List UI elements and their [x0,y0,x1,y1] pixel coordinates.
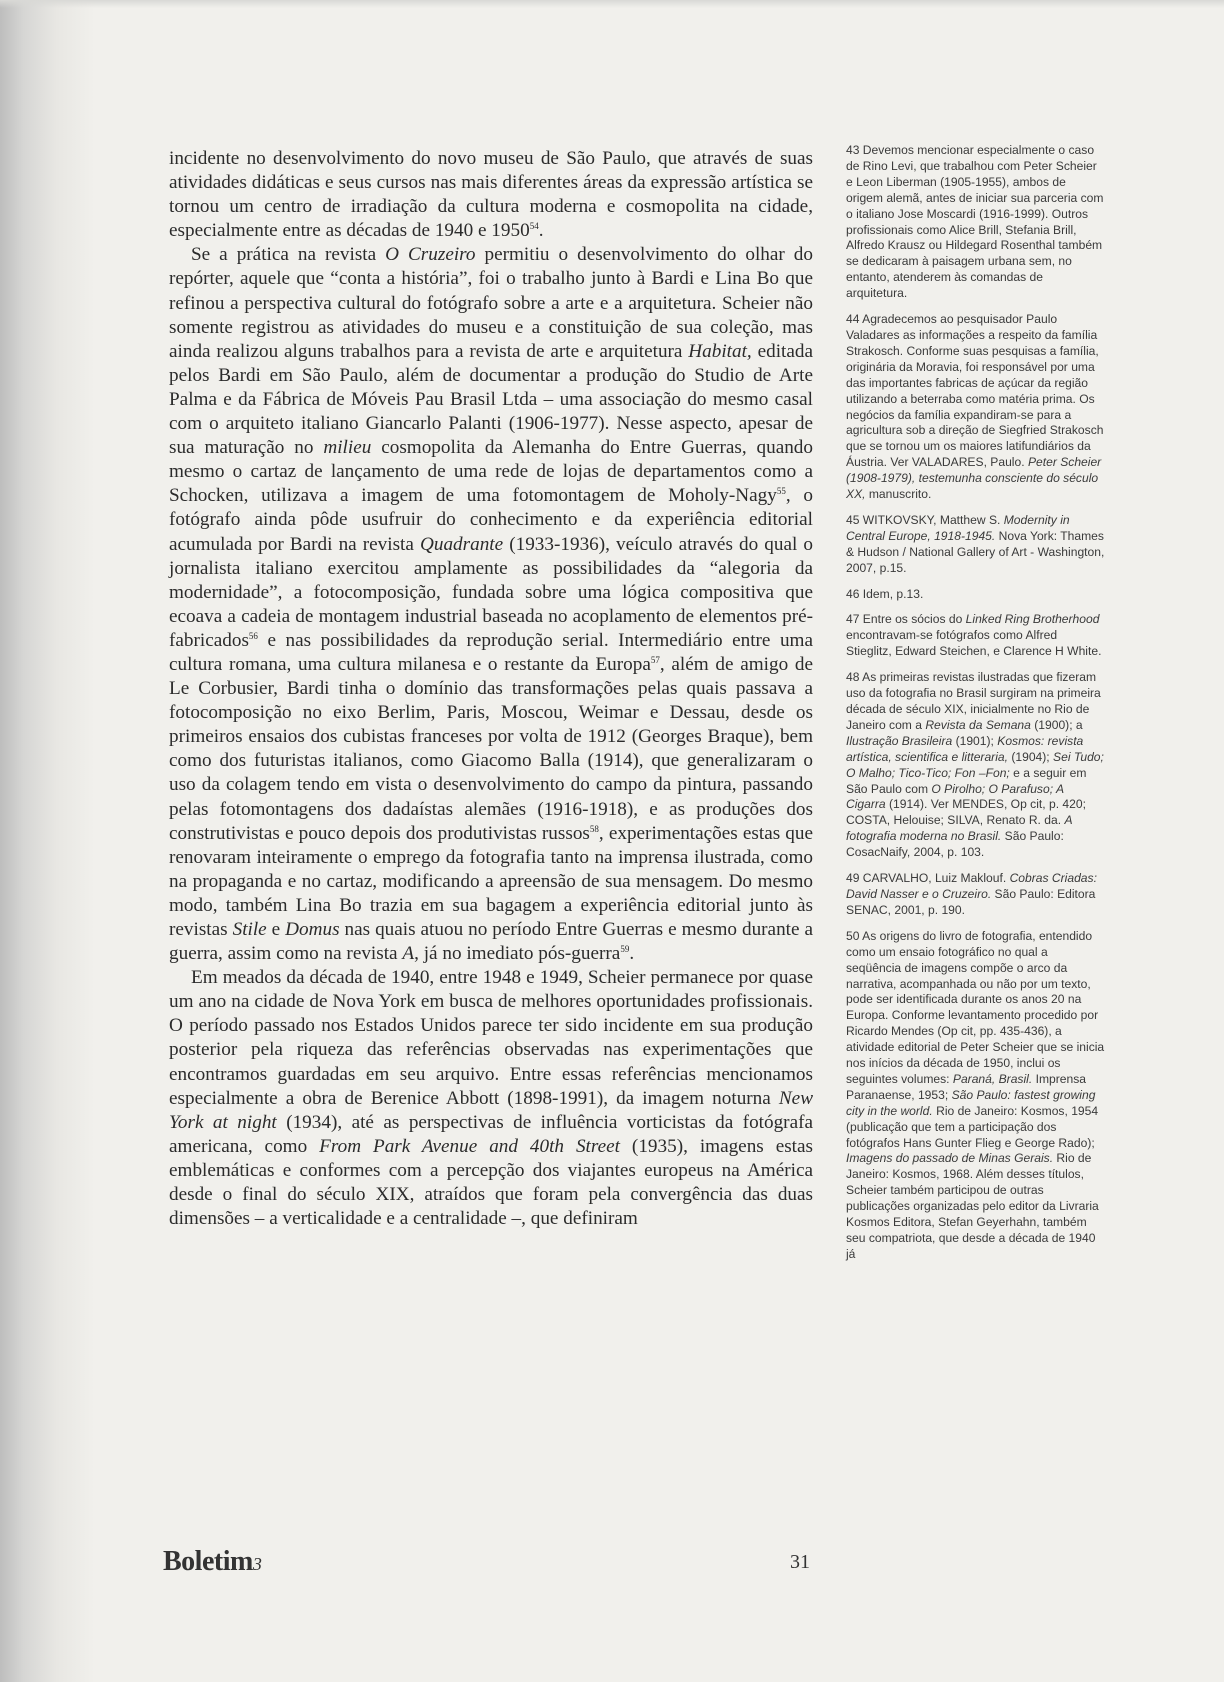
page-gutter-shadow [0,0,95,1682]
footnote-50: 50 As origens do livro de fotografia, entendido como um ensaio fotográfico no qual a seqüência de imagens compõe o arco da narrativa, acompanhada ou não por um texto, pode ser identificada durante os anos 20 na Europa. Conforme levantamento procedido por Ricardo Mendes (Op cit, pp. 435-436), a atividade editorial de Peter Scheier que se inicia nos inícios da década de 1950, inclui os seguintes volumes: Paraná, Brasil. Imprensa Paranaense, 1953; São Paulo: fastest growing city in the world. Rio de Janeiro: Kosmos, 1954 (publicação que tem a participação dos fotógrafos Hans Gunter Flieg e George Rado); Imagens do passado de Minas Gerais. Rio de Janeiro: Kosmos, 1968. Além desses títulos, Scheier também participou de outras publicações organizadas pelo editor da Livraria Kosmos Editora, Stefan Geyerhahn, também seu compatriota, que desde a década de 1940 já [846,928,1105,1261]
paragraph-2: Se a prática na revista O Cruzeiro permitiu o desenvolvimento do olhar do repórter, aquele que “conta a história”, foi o trabalho junto à Bardi e Lina Bo que refinou a perspectiva cultural do fotógrafo sobre a arte e a arquitetura. Scheier não somente registrou as atividades do museu e a constituição de sua coleção, mas ainda realizou alguns trabalhos para a revista de arte e arquitetura Habitat, editada pelos Bardi em São Paulo, além de documentar a produção do Studio de Arte Palma e da Fábrica de Móveis Pau Brasil Ltda – uma associação do mesmo casal com o arquiteto italiano Giancarlo Palanti (1906-1977). Nesse aspecto, apesar de sua maturação no milieu cosmopolita da Alemanha do Entre Guerras, quando mesmo o cartaz de lançamento de uma rede de lojas de departamentos como a Schocken, utilizava a imagem de uma fotomontagem de Moholy-Nagy$^{55}$, o fotógrafo ainda pôde usufruir do conhecimento e da experiência editorial acumulada por Bardi na revista Quadrante (1933-1936), veículo através do qual o jornalista italiano exercitou amplamente as possibilidades da “alegoria da modernidade”, a fotocomposição, fundada sobre uma lógica compositiva que ecoava a cadeia de montagem industrial baseada no acoplamento de elementos pré-fabricados$^{56}$ e nas possibilidades da reprodução serial. Intermediário entre uma cultura romana, uma cultura milanesa e o restante da Europa$^{57}$, além de amigo de Le Corbusier, Bardi tinha o domínio das transformações pelas quais passava a fotocomposição no eixo Berlim, Paris, Moscou, Weimar e Dessau, desde os primeiros ensaios dos cubistas franceses por volta de 1912 (Georges Braque), bem como dos futuristas italianos, como Giacomo Balla (1914), que generalizaram o uso da colagem tendo em vista o desenvolvimento do campo da pintura, passando pelas fotomontagens dos dadaístas alemães (1916-1918), e as produções dos construtivistas e pouco depois dos produtivistas russos$^{58}$, experimentações estas que renovaram inteiramente o emprego da fotografia tanto na imprensa ilustrada, como na propaganda e no cartaz, modificando a apreensão de sua mensagem. Do mesmo modo, também Lina Bo trazia em sua bagagem a experiência editorial junto às revistas Stile e Domus nas quais atuou no período Entre Guerras e mesmo durante a guerra, assim como na revista A, já no imediato pós-guerra$^{59}$. [169,244,814,965]
title-domus: Domus [285,919,340,940]
title-habitat: Habitat, [688,340,752,362]
footnote-44: 44 Agradecemos ao pesquisador Paulo Valadares as informações a respeito da família Strakosch. Conforme suas pesquisas a família, originária da Moravia, foi responsável por uma das importantes fabricas de açúcar da região utilizando a beterraba como matéria prima. Os negócios da família expandiram-se para a agricultura sob a direção de Siegfried Strakosch que se tornou um os maiores latifundiários da Áustria. Ver VALADARES, Paulo. Peter Scheier (1908-1979), testemunha consciente do século XX, manuscrito. [846,312,1104,502]
footnote-43: 43 Devemos mencionar especialmente o caso de Rino Levi, que trabalhou com Peter Scheier e Leon Liberman (1905-1955), ambos de origem alemã, antes de iniciar sua parceria com o italiano Jose Moscardi (1916-1999). Outros profissionais como Alice Brill, Stefania Brill, Alfredo Krausz ou Hildegard Rosenthal também se dedicaram à paisagem urbana sem, no entanto, atenderem às comandas de arquitetura. [846,143,1104,301]
title-quadrante: Quadrante [420,533,504,555]
title-a: A [402,943,415,965]
issue-number: 3 [252,1554,262,1574]
footnote-48: 48 As primeiras revistas ilustradas que fizeram uso da fotografia no Brasil surgiram na primeira década de século XIX, inicialmente no Rio de Janeiro com a Revista da Semana (1900); a Ilustração Brasileira (1901); Kosmos: revista artística, scientifica e litteraria, (1904); Sei Tudo; O Malho; Tico-Tico; Fon –Fon; e a seguir em São Paulo com O Pirolho; O Parafuso; A Cigarra (1914). Ver MENDES, Op cit, p. 420; COSTA, Helouise; SILVA, Renato R. da. A fotografia moderna no Brasil. São Paulo: CosacNaify, 2004, p. 103. [846,670,1104,860]
paragraph-1: incidente no desenvolvimento do novo museu de São Paulo, que através de suas atividades didáticas e seus cursos nas mais diferentes áreas da expressão artística se tornou um centro de irradiação da cultura moderna e cosmopolita na cidade, especialmente entre as décadas de 1940 e 1950$^{54}$. [169,148,813,242]
publication-brand: Boletim3 [163,1546,262,1577]
footnote-49: 49 CARVALHO, Luiz Maklouf. Cobras Criadas: David Nasser e o Cruzeiro. São Paulo: Editora SENAC, 2001, p. 190. [846,871,1097,917]
page-number: 31 [790,1551,810,1573]
title-o-cruzeiro: O Cruzeiro [385,244,476,266]
footnote-ref-57: 57 [650,654,660,665]
title-stile: Stile [232,919,267,940]
term-milieu: milieu [323,437,372,459]
paragraph-3: Em meados da década de 1940, entre 1948 e 1949, Scheier permanece por quase um ano na cidade de Nova York em busca de melhores oportunidades profissionais. O período passado nos Estados Unidos parece ter sido incidente em sua produção posterior pela riqueza das referências observadas nas experimentações que encontramos guardadas em seu arquivo. Entre essas referências mencionamos especialmente a obra de Berenice Abbott (1898-1991), da imagem noturna New York at night (1934), até as perspectivas de influência vorticistas da fotógrafa americana, como From Park Avenue and 40th Street (1935), imagens estas emblemáticas e conformes com a percepção dos viajantes europeus na América desde o final do século XIX, atraídos que foram pela convergência das duas dimensões – a verticalidade e a centralidade –, que definiram [169,967,813,1230]
main-text-column [169,147,813,1231]
footnote-46: 46 Idem, p.13. [846,586,924,601]
footnote-45: 45 WITKOVSKY, Matthew S. Modernity in Central Europe, 1918-1945. Nova York: Thames & Hudson / National Gallery of Art - Washington, 2007, p.15. [846,512,1105,575]
title-new-york-at-night: New York at night [169,1087,813,1133]
footnote-ref-56: 56 [248,630,258,641]
footnote-ref-58: 58 [589,823,599,834]
footnote-ref-54: 54 [529,221,539,232]
footnotes-column [846,143,1106,1273]
footnote-ref-59: 59 [620,944,630,955]
title-from-park-avenue: From Park Avenue and 40th Street [319,1135,620,1157]
page-top-edge [0,0,1224,8]
footnote-ref-55: 55 [776,486,786,497]
footnote-47: 47 Entre os sócios do Linked Ring Brotherhood encontravam-se fotógrafos como Alfred Stieglitz, Edward Steichen, e Clarence H White. [846,612,1102,659]
